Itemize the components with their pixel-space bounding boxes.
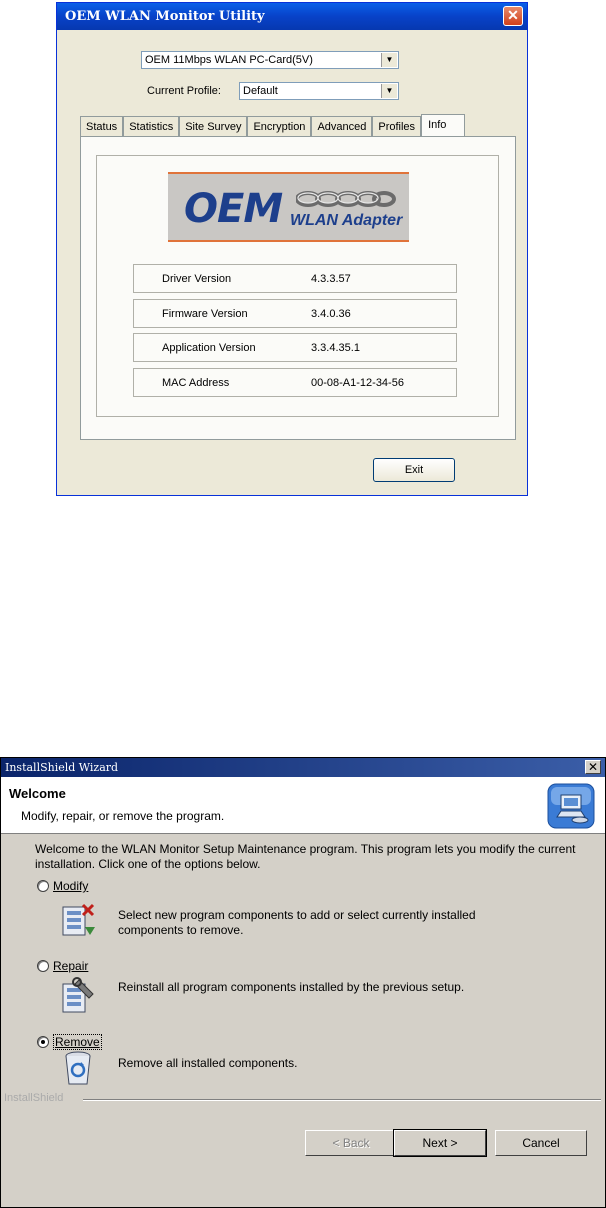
tab-site-survey[interactable]: Site Survey — [179, 116, 247, 136]
chevron-down-icon[interactable]: ▼ — [381, 84, 397, 98]
adapter-value: OEM 11Mbps WLAN PC-Card(5V) — [145, 54, 313, 66]
monitor-titlebar[interactable] — [57, 3, 527, 30]
repair-label: Repair — [53, 959, 89, 973]
mac-address-row — [133, 368, 457, 397]
modify-label: Modify — [53, 879, 89, 893]
tab-info[interactable]: Info — [421, 114, 465, 136]
adapter-select[interactable] — [141, 51, 399, 69]
modify-icon — [59, 901, 97, 939]
profile-value: Default — [243, 85, 278, 97]
computer-setup-icon — [547, 783, 595, 829]
info-value: 3.4.0.36 — [311, 308, 351, 320]
wizard-title: InstallShield Wizard — [5, 761, 119, 774]
firmware-version-row — [133, 299, 457, 328]
modify-radio[interactable] — [37, 880, 49, 892]
window-title: OEM WLAN Monitor Utility — [65, 9, 265, 24]
modify-description: Select new program components to add or select currently installed components to remove. — [118, 908, 476, 937]
remove-description: Remove all installed components. — [118, 1056, 298, 1070]
next-button[interactable]: Next > — [394, 1130, 486, 1156]
tab-advanced[interactable]: Advanced — [311, 116, 372, 136]
driver-version-row — [133, 264, 457, 293]
chevron-down-icon[interactable]: ▼ — [381, 53, 397, 67]
info-label: MAC Address — [162, 377, 230, 389]
info-value: 00-08-A1-12-34-56 — [311, 377, 404, 389]
info-group — [96, 155, 499, 417]
oem-logo — [168, 172, 409, 242]
wizard-subheading: Modify, repair, or remove the program. — [21, 809, 225, 823]
logo-product: WLAN Adapter — [290, 212, 403, 229]
monitor-window — [56, 2, 528, 496]
info-value: 3.3.4.35.1 — [311, 342, 360, 354]
wizard-titlebar[interactable] — [1, 758, 605, 777]
cancel-button[interactable]: Cancel — [495, 1130, 587, 1156]
exit-button[interactable]: Exit — [373, 458, 455, 482]
close-icon[interactable]: ✕ — [503, 6, 523, 26]
tab-statistics[interactable]: Statistics — [123, 116, 179, 136]
close-icon[interactable]: ✕ — [585, 760, 601, 774]
info-label: Firmware Version — [162, 308, 248, 320]
repair-icon — [59, 976, 97, 1016]
tab-status[interactable]: Status — [80, 116, 123, 136]
wizard-heading: Welcome — [9, 786, 66, 801]
wizard-banner — [1, 777, 605, 834]
info-label: Driver Version — [162, 273, 232, 285]
info-panel — [80, 136, 516, 440]
profile-label: Current Profile: — [147, 85, 221, 97]
profile-select[interactable] — [239, 82, 399, 100]
logo-brand: OEM — [184, 186, 283, 232]
wizard-intro: Welcome to the WLAN Monitor Setup Maintenance program. This program lets you modify the current installation. Click one of the options below. — [35, 842, 576, 871]
tab-encryption[interactable]: Encryption — [247, 116, 311, 136]
tab-strip — [80, 114, 465, 136]
chain-icon — [296, 188, 396, 210]
application-version-row — [133, 333, 457, 362]
repair-radio[interactable] — [37, 960, 49, 972]
back-button[interactable]: < Back — [305, 1130, 397, 1156]
remove-icon — [59, 1048, 97, 1088]
repair-description: Reinstall all program components installed by the previous setup. — [118, 980, 465, 994]
remove-radio[interactable] — [37, 1036, 49, 1048]
wizard-window — [0, 757, 606, 1208]
tab-profiles[interactable]: Profiles — [372, 116, 421, 136]
installshield-brand: InstallShield — [4, 1092, 64, 1104]
modify-option[interactable] — [37, 879, 88, 893]
remove-label: Remove — [55, 1035, 100, 1049]
info-label: Application Version — [162, 342, 256, 354]
repair-option[interactable] — [37, 959, 88, 973]
info-value: 4.3.3.57 — [311, 273, 351, 285]
footer-divider — [83, 1099, 601, 1101]
